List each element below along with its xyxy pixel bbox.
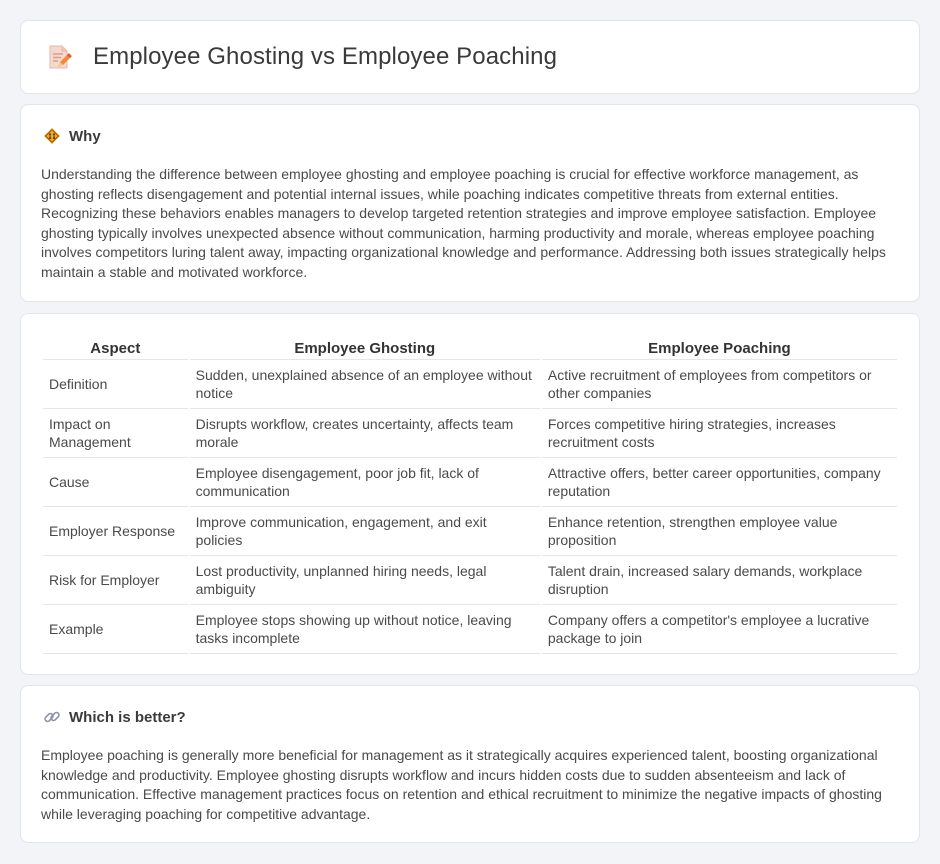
comparison-table bbox=[41, 334, 899, 654]
poaching-cell: Attractive offers, better career opportunities, company reputation bbox=[542, 458, 897, 507]
poaching-cell: Enhance retention, strengthen employee value proposition bbox=[542, 507, 897, 556]
ghosting-cell: Improve communication, engagement, and exit policies bbox=[190, 507, 540, 556]
table-row bbox=[43, 556, 897, 605]
aspect-cell: Example bbox=[43, 605, 188, 654]
header-aspect: Aspect bbox=[43, 334, 188, 360]
poaching-cell: Company offers a competitor's employee a lucrative package to join bbox=[542, 605, 897, 654]
poaching-cell: Forces competitive hiring strategies, increases recruitment costs bbox=[542, 409, 897, 458]
better-paragraph: Employee poaching is generally more beneficial for management as it strategically acquires experienced talent, boosting organizational knowledge and productivity. Employee ghosting disrupts workflow and incurs hidden costs due to sudden absenteeism and lack of communication. Effective management practices focus on retention and ethical recruitment to minimize the negative impacts of ghosting while leveraging poaching for competitive advantage. bbox=[41, 747, 882, 822]
header-employee-ghosting: Employee Ghosting bbox=[190, 334, 540, 360]
ghosting-cell: Lost productivity, unplanned hiring needs, legal ambiguity bbox=[190, 556, 540, 605]
table-row bbox=[43, 360, 897, 409]
aspect-cell: Impact on Management bbox=[43, 409, 188, 458]
header-employee-poaching: Employee Poaching bbox=[542, 334, 897, 360]
table-header-row bbox=[43, 334, 897, 360]
page-title: Employee Ghosting vs Employee Poaching bbox=[93, 43, 558, 70]
document-pencil-icon bbox=[45, 43, 73, 71]
aspect-cell: Employer Response bbox=[43, 507, 188, 556]
better-heading bbox=[43, 708, 186, 726]
aspect-cell: Definition bbox=[43, 360, 188, 409]
link-icon bbox=[43, 708, 61, 726]
poaching-cell: Active recruitment of employees from competitors or other companies bbox=[542, 360, 897, 409]
header-card bbox=[20, 20, 920, 94]
ghosting-cell: Sudden, unexplained absence of an employee without notice bbox=[190, 360, 540, 409]
road-sign-icon bbox=[43, 127, 61, 145]
title-row bbox=[45, 43, 557, 71]
table-row bbox=[43, 605, 897, 654]
aspect-cell: Risk for Employer bbox=[43, 556, 188, 605]
why-paragraph: Understanding the difference between employee ghosting and employee poaching is crucial for effective workforce management, as ghosting reflects disengagement and potential internal issues, while poaching indicates competitive threats from external entities. Recognizing these behaviors enables managers to develop targeted retention strategies and improve employee satisfaction. Employee ghosting typically involves unexpected absence without communication, harming productivity and morale, whereas employee poaching involves competitors luring talent away, impacting organizational knowledge and performance. Addressing both issues strategically helps maintain a stable and motivated workforce. bbox=[41, 166, 886, 280]
table-row bbox=[43, 409, 897, 458]
better-title: Which is better? bbox=[69, 708, 186, 726]
poaching-cell: Talent drain, increased salary demands, workplace disruption bbox=[542, 556, 897, 605]
why-section bbox=[20, 104, 920, 302]
why-title: Why bbox=[69, 127, 101, 145]
table-row bbox=[43, 507, 897, 556]
comparison-section bbox=[20, 313, 920, 675]
why-heading bbox=[43, 127, 101, 145]
ghosting-cell: Disrupts workflow, creates uncertainty, affects team morale bbox=[190, 409, 540, 458]
aspect-cell: Cause bbox=[43, 458, 188, 507]
ghosting-cell: Employee stops showing up without notice, leaving tasks incomplete bbox=[190, 605, 540, 654]
which-is-better-section bbox=[20, 685, 920, 843]
ghosting-cell: Employee disengagement, poor job fit, lack of communication bbox=[190, 458, 540, 507]
table-row bbox=[43, 458, 897, 507]
